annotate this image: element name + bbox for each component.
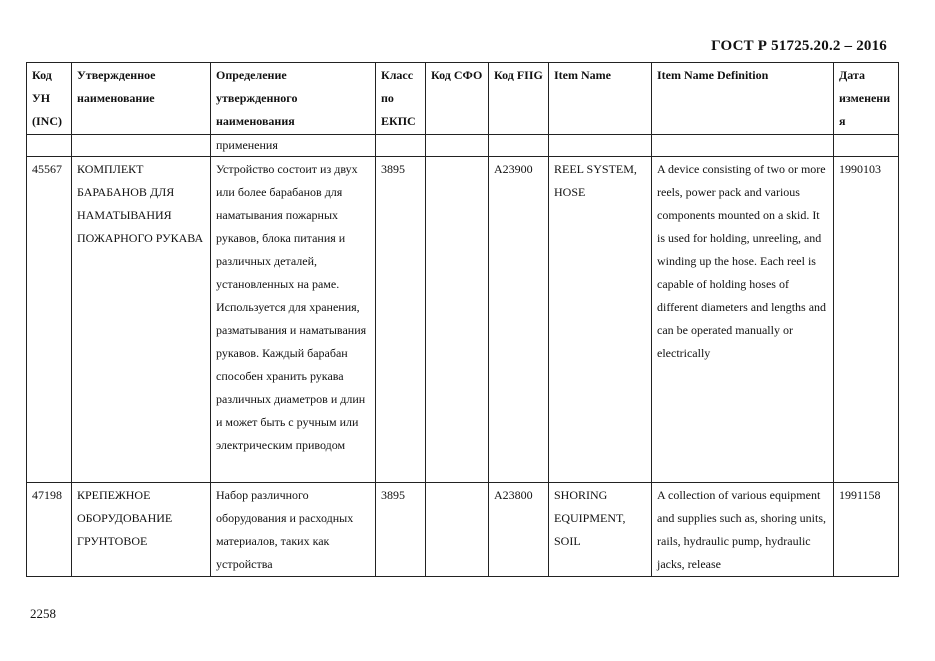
cell-sfo <box>426 483 489 577</box>
column-header-item-name-definition: Item Name Definition <box>652 63 834 135</box>
cell-item-name-definition: A collection of various equipment and supplies such as, shoring units, rails, hydraulic pump, hydraulic jacks, release <box>652 483 834 577</box>
cell-item-name: REEL SYSTEM, HOSE <box>549 157 652 483</box>
cell-inc: 45567 <box>27 157 72 483</box>
column-header-sfo: Код СФО <box>426 63 489 135</box>
cell-class: 3895 <box>376 157 426 483</box>
cell-fiig: A23900 <box>489 157 549 483</box>
cell-sfo <box>426 157 489 483</box>
cell-fiig: A23800 <box>489 483 549 577</box>
cell-inc: 47198 <box>27 483 72 577</box>
page-number: 2258 <box>30 606 56 621</box>
cell-item-name-definition: A device consisting of two or more reels, power pack and various components mounted on a skid. It is used for holding, unreeling, and winding up the hose. Each reel is capable of holding hoses of different diameters and lengths and can be operated manually or electrically <box>652 157 834 483</box>
cell-class: 3895 <box>376 483 426 577</box>
cell-date: 1991158 <box>834 483 899 577</box>
cell-date: 1990103 <box>834 157 899 483</box>
column-header-item-name: Item Name <box>549 63 652 135</box>
table-row <box>27 157 899 483</box>
column-header-inc: Код УН (INC) <box>27 63 72 135</box>
cell-item-name: SHORING EQUIPMENT, SOIL <box>549 483 652 577</box>
column-header-fiig: Код FIIG <box>489 63 549 135</box>
table-row <box>27 483 899 577</box>
cell-approved-name: КОМПЛЕКТ БАРАБАНОВ ДЛЯ НАМАТЫВАНИЯ ПОЖАРНОГО РУКАВА <box>72 157 211 483</box>
continuation-row <box>27 135 899 157</box>
table-header-row <box>27 63 899 135</box>
catalog-table <box>26 62 899 577</box>
document-title: ГОСТ Р 51725.20.2 – 2016 <box>711 38 887 54</box>
continuation-text: применения <box>211 135 376 157</box>
column-header-date: Дата изменения <box>834 63 899 135</box>
cell-approved-name: КРЕПЕЖНОЕ ОБОРУДОВАНИЕ ГРУНТОВОЕ <box>72 483 211 577</box>
cell-definition: Устройство состоит из двух или более барабанов для наматывания пожарных рукавов, блока питания и различных деталей, установленных на раме. Используется для хранения, разматывания и наматывания рукавов. Каждый барабан способен хранить рукава различных диаметров и длин и может быть с ручным или электрическим приводом <box>211 157 376 483</box>
column-header-definition: Определение утвержденного наименования <box>211 63 376 135</box>
column-header-class: Класс по ЕКПС <box>376 63 426 135</box>
column-header-approved-name: Утвержденное наименование <box>72 63 211 135</box>
cell-definition: Набор различного оборудования и расходных материалов, таких как устройства <box>211 483 376 577</box>
